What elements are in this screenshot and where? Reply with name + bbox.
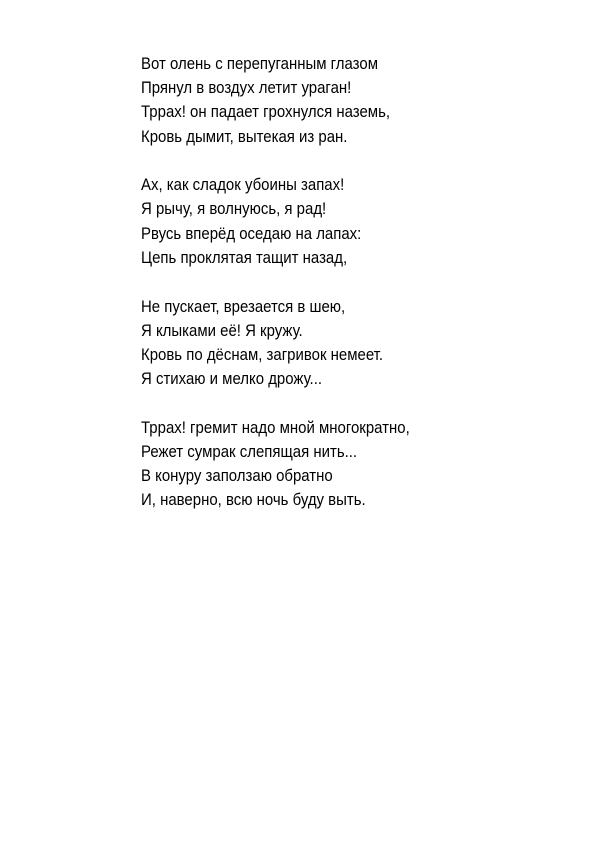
poem-line: В конуру заползаю обратно [141, 466, 333, 486]
poem-text [141, 52, 511, 537]
poem-line: Ах, как сладок убоины запах! [141, 175, 345, 195]
stanza-1 [141, 52, 511, 149]
poem-line: Тррах! он падает грохнулся наземь, [141, 102, 391, 122]
poem-line: Вот олень с перепуганным глазом [141, 54, 378, 73]
stanza-4 [141, 416, 511, 513]
poem-line: Цепь проклятая тащит назад, [141, 247, 348, 267]
poem-line: Не пускает, врезается в шею, [141, 296, 346, 316]
poem-line: Режет сумрак слепящая нить... [141, 441, 358, 461]
poem-line: Прянул в воздух летит ураган! [141, 78, 352, 98]
poem-line: Рвусь вперёд оседаю на лапах: [141, 223, 362, 243]
poem-line: Я клыками её! Я кружу. [141, 320, 303, 340]
poem-line: Тррах! гремит надо мной многократно, [141, 417, 410, 437]
poem-line: Кровь дымит, вытекая из ран. [141, 126, 348, 146]
poem-line: Кровь по дёснам, загривок немеет. [141, 344, 384, 364]
stanza-2 [141, 173, 511, 270]
poem-line: И, наверно, всю ночь буду выть. [141, 490, 366, 510]
stanza-3 [141, 295, 511, 392]
poem-line: Я стихаю и мелко дрожу... [141, 369, 323, 389]
poem-line: Я рычу, я волнуюсь, я рад! [141, 199, 327, 219]
